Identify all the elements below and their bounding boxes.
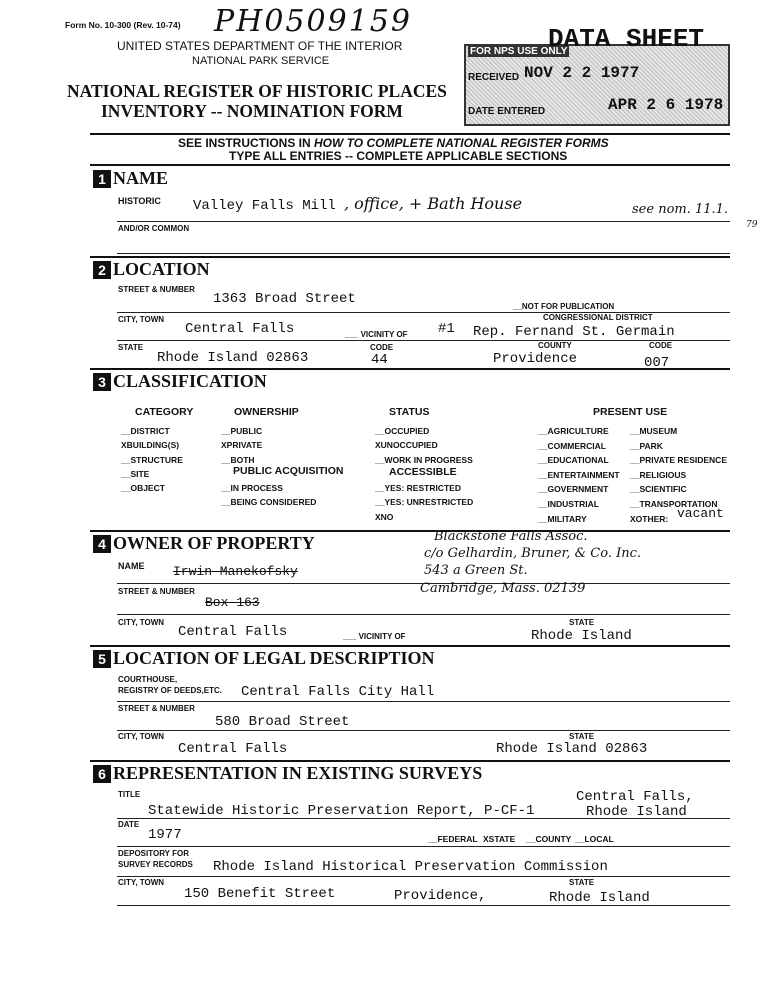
section-number: 6: [93, 765, 111, 783]
category-district[interactable]: __DISTRICT: [121, 426, 170, 436]
section-2-heading: [93, 259, 210, 280]
section-rule: [90, 760, 730, 762]
use-educational[interactable]: __EDUCATIONAL: [538, 455, 609, 466]
county-code-label: CODE: [649, 341, 673, 350]
present-use-heading: PRESENT USE: [593, 406, 668, 418]
owner-state-value: Rhode Island: [531, 628, 632, 644]
legal-street-label: STREET & NUMBER: [118, 704, 195, 713]
section-number: 2: [93, 261, 111, 279]
vicinity-option: ___ VICINITY OF: [345, 330, 408, 339]
status-heading: STATUS: [389, 406, 430, 418]
service-name: NATIONAL PARK SERVICE: [192, 55, 330, 67]
owner-vicinity-option: ___ VICINITY OF: [343, 632, 406, 641]
survey-title-place-line2: Rhode Island: [586, 804, 687, 820]
common-name-label: AND/OR COMMON: [118, 224, 190, 233]
owner-city-label: CITY, TOWN: [118, 618, 165, 627]
date-entered-label: DATE ENTERED: [468, 106, 546, 117]
survey-state-value: Rhode Island: [549, 890, 650, 906]
district-value: #1: [438, 321, 455, 337]
legal-state-value: Rhode Island 02863: [496, 741, 648, 757]
use-other[interactable]: XOTHER:: [630, 513, 669, 524]
field-line: [117, 340, 730, 341]
section-6-heading: [93, 763, 482, 784]
survey-county-option[interactable]: __COUNTY: [526, 834, 572, 844]
city-label: CITY, TOWN: [118, 315, 165, 324]
margin-note-number: 79: [746, 220, 758, 230]
accessible-options: [375, 481, 473, 524]
section-number: 1: [93, 170, 111, 188]
instructions-line1: [178, 136, 609, 150]
survey-local-option[interactable]: __LOCAL: [575, 834, 614, 844]
not-for-publication-label: NOT FOR PUBLICATION: [521, 302, 615, 311]
accessible-heading: ACCESSIBLE: [389, 466, 457, 478]
field-line: [117, 221, 730, 222]
use-religious[interactable]: __RELIGIOUS: [630, 469, 687, 480]
form-title-line2: INVENTORY -- NOMINATION FORM: [101, 101, 403, 121]
received-date-stamp: NOV 2 2 1977: [524, 64, 640, 82]
acquisition-being-considered[interactable]: __BEING CONSIDERED: [221, 497, 317, 508]
use-government[interactable]: __GOVERNMENT: [538, 484, 609, 495]
section-rule: [90, 645, 730, 647]
owner-street-label: STREET & NUMBER: [118, 587, 195, 596]
representative-value: Rep. Fernand St. Germain: [473, 324, 675, 340]
survey-title-value: Statewide Historic Preservation Report, P-CF-1: [148, 803, 535, 819]
courthouse-value: Central Falls City Hall: [241, 684, 435, 700]
status-options: [375, 424, 473, 467]
state-code-value: 44: [371, 352, 388, 368]
code-label: CODE: [370, 343, 394, 352]
not-for-publication: __NOT FOR PUBLICATION: [513, 302, 615, 311]
section-1-heading: [93, 168, 168, 189]
form-title-line1: NATIONAL REGISTER OF HISTORIC PLACES: [67, 81, 447, 101]
field-line: [117, 876, 730, 877]
legal-street-value: 580 Broad Street: [215, 714, 350, 730]
use-scientific[interactable]: __SCIENTIFIC: [630, 484, 687, 495]
owner-handwritten-line1: Blackstone Falls Assoc.: [434, 529, 588, 544]
courthouse-label-line2: REGISTRY OF DEEDS,ETC.: [118, 686, 223, 695]
section-title: NAME: [113, 168, 168, 188]
category-object[interactable]: __OBJECT: [121, 483, 165, 494]
category-heading: CATEGORY: [135, 406, 194, 418]
section-rule: [90, 164, 730, 166]
section-title: LOCATION OF LEGAL DESCRIPTION: [113, 648, 435, 668]
instructions-line2: TYPE ALL ENTRIES -- COMPLETE APPLICABLE SECTIONS: [229, 149, 568, 163]
owner-vicinity-label: VICINITY OF: [358, 632, 406, 641]
status-unoccupied[interactable]: XUNOCCUPIED: [375, 440, 438, 451]
legal-state-label: STATE: [569, 732, 595, 741]
street-label: STREET & NUMBER: [118, 285, 195, 294]
section-number: 4: [93, 535, 111, 553]
owner-name-label: NAME: [118, 561, 145, 571]
accessible-unrestricted[interactable]: __YES: UNRESTRICTED: [375, 497, 474, 508]
owner-name-value: Irwin Manekofsky: [173, 564, 298, 579]
survey-city-value-2: Providence,: [394, 888, 487, 904]
owner-handwritten-line3: 543 a Green St.: [424, 563, 528, 578]
section-rule: [90, 368, 730, 370]
use-museum[interactable]: __MUSEUM: [630, 426, 678, 436]
field-line: [117, 701, 730, 702]
category-buildings[interactable]: XBUILDING(S): [121, 440, 180, 451]
category-options: [121, 424, 183, 495]
accessible-restricted[interactable]: __YES: RESTRICTED: [375, 483, 461, 493]
entered-date-stamp: APR 2 6 1978: [608, 96, 724, 114]
section-title: CLASSIFICATION: [113, 371, 267, 391]
owner-handwritten-line4: Cambridge, Mass. 02139: [420, 581, 586, 596]
category-site[interactable]: __SITE: [121, 468, 150, 479]
owner-city-text: Central Falls: [178, 624, 288, 640]
nps-use-label: FOR NPS USE ONLY: [470, 46, 568, 57]
accessible-no[interactable]: XNO: [375, 511, 394, 522]
owner-street-value: Box 163: [205, 595, 260, 610]
nps-use-stamp-box: [464, 44, 730, 126]
section-3-heading: [93, 371, 267, 392]
survey-state-label: STATE: [569, 878, 595, 887]
status-work-in-progress[interactable]: __WORK IN PROGRESS: [375, 454, 473, 465]
use-commercial[interactable]: __COMMERCIAL: [538, 440, 607, 451]
field-line: [117, 614, 730, 615]
other-use-value: vacant: [677, 506, 724, 521]
field-line: [117, 253, 730, 254]
county-value: Providence: [493, 351, 578, 367]
section-rule: [90, 256, 730, 258]
legal-city-label: CITY, TOWN: [118, 732, 165, 741]
reference-number: PH0509159: [214, 4, 412, 39]
section-4-heading: [93, 533, 315, 554]
survey-city-value: 150 Benefit Street: [184, 886, 336, 902]
ownership-heading: OWNERSHIP: [234, 406, 299, 418]
city-value: Central Falls: [185, 321, 295, 337]
historic-name-value: Valley Falls Mill: [193, 198, 336, 214]
street-value: 1363 Broad Street: [213, 291, 356, 307]
category-structure[interactable]: __STRUCTURE: [121, 454, 183, 465]
state-value: Rhode Island 02863: [157, 350, 309, 366]
field-line: [117, 846, 730, 847]
field-line: [117, 730, 730, 731]
header-rule: [90, 133, 730, 135]
instructions-form-name: HOW TO COMPLETE NATIONAL REGISTER FORMS: [314, 136, 609, 150]
section-rule: [90, 530, 730, 532]
status-occupied[interactable]: __OCCUPIED: [375, 426, 430, 436]
form-number: Form No. 10-300 (Rev. 10-74): [65, 20, 181, 30]
depository-label-line1: DEPOSITORY FOR: [118, 849, 189, 858]
section-title: LOCATION: [113, 259, 210, 279]
owner-state-label: STATE: [569, 618, 595, 627]
survey-date-label: DATE: [118, 820, 140, 829]
margin-note: see nom. 11.1.: [632, 202, 729, 217]
survey-state-option[interactable]: XSTATE: [483, 834, 516, 844]
use-entertainment[interactable]: __ENTERTAINMENT: [538, 469, 620, 480]
use-private-residence[interactable]: __PRIVATE RESIDENCE: [630, 455, 727, 466]
ownership-both[interactable]: __BOTH: [221, 454, 255, 465]
vicinity-label: VICINITY OF: [360, 330, 408, 339]
survey-city-label: CITY, TOWN: [118, 878, 165, 887]
section-number: 5: [93, 650, 111, 668]
use-park[interactable]: __PARK: [630, 440, 663, 451]
field-line: [117, 818, 730, 819]
use-agriculture[interactable]: __AGRICULTURE: [538, 426, 609, 436]
department-name: UNITED STATES DEPARTMENT OF THE INTERIOR: [117, 39, 403, 53]
county-label: COUNTY: [538, 341, 572, 350]
county-code-value: 007: [644, 355, 670, 371]
section-title: OWNER OF PROPERTY: [113, 533, 315, 553]
instructions-prefix: SEE INSTRUCTIONS IN: [178, 136, 315, 150]
present-use-options-col1: [538, 424, 620, 526]
survey-title-label: TITLE: [118, 790, 141, 799]
owner-handwritten-line2: c/o Gelhardin, Bruner, & Co. Inc.: [424, 546, 642, 561]
survey-federal-option[interactable]: __FEDERAL: [428, 834, 478, 844]
section-number: 3: [93, 373, 111, 391]
acquisition-in-process[interactable]: __IN PROCESS: [221, 483, 283, 493]
public-acquisition-heading: PUBLIC ACQUISITION: [233, 465, 344, 477]
data-sheet-stamp: DATA SHEET: [548, 24, 705, 54]
historic-name-handwritten: , office, + Bath House: [344, 194, 523, 213]
received-label: RECEIVED: [468, 72, 520, 83]
legal-city-value: Central Falls: [178, 741, 288, 757]
courthouse-label-line1: COURTHOUSE,: [118, 675, 178, 684]
owner-city-value: [178, 624, 287, 640]
historic-label: HISTORIC: [118, 196, 161, 206]
survey-date-value: 1977: [148, 827, 182, 843]
ownership-private[interactable]: XPRIVATE: [221, 440, 263, 451]
field-line: [117, 905, 730, 906]
use-military[interactable]: __MILITARY: [538, 513, 587, 524]
depository-label-line2: SURVEY RECORDS: [118, 860, 193, 869]
use-transportation[interactable]: __TRANSPORTATION: [630, 498, 718, 509]
congressional-district-label: CONGRESSIONAL DISTRICT: [543, 313, 653, 322]
use-industrial[interactable]: __INDUSTRIAL: [538, 498, 599, 509]
section-title: REPRESENTATION IN EXISTING SURVEYS: [113, 763, 483, 783]
survey-title-place-line1: Central Falls,: [576, 789, 694, 805]
depository-value: Rhode Island Historical Preservation Commission: [213, 859, 608, 875]
state-label: STATE: [118, 343, 144, 352]
ownership-public[interactable]: __PUBLIC: [221, 426, 263, 436]
acquisition-options: [221, 481, 316, 510]
ownership-options: [221, 424, 262, 467]
section-5-heading: [93, 648, 435, 669]
